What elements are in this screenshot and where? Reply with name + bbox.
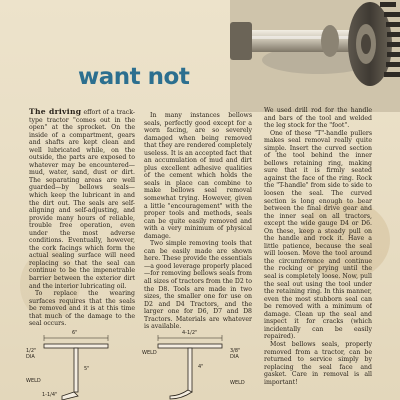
- text-column-3: [264, 107, 372, 397]
- paragraph: Two simple removing tools that can be easily made are shown here. These provide the essentials—a good leverage properly placed—for removing bellows seals from all sizes of tractors from the D2 to the D8. Tools are made in two sizes, the smaller one for use on D2 and D4 Tractors, and the larger one for D6, D7 and D8 Tractors. Materials are whatever is available.: [144, 240, 252, 331]
- paragraph-text: effort of a track-type tractor "comes out in the open" at the sprocket. On the inside of a compartment, gears and shafts are kept clean and well lubricated while, on the outside, the parts are exposed to whatever may be encountered—mud, water, sand, dust or dirt. The separating areas are well guarded—by bellows seals—which keep the lubricant in and the dirt out. The seals are self-aligning and self-adjusting, and provide many hours of reliable, trouble free operation, even under the most adverse conditions. Eventually, however, the cork facings which form the actual sealing surface will need replacing so that the seal can continue to be the impenetrable barrier between the exterior dirt and the interior lubricating oil.: [29, 109, 135, 290]
- tool-drawing: [22, 330, 262, 400]
- stock-label: 1/2" DIA: [26, 348, 37, 360]
- stock-label: 3/8" DIA: [230, 348, 241, 360]
- dimension-label: 4-1/2": [182, 330, 198, 336]
- text-column-1: [29, 108, 135, 354]
- dimension-label: 6": [72, 330, 78, 336]
- paragraph: Most bellows seals, properly removed from a tractor, can be returned to service simply by replacing the seal face and gasket. Care in removal is all important!: [264, 340, 372, 386]
- text-column-2: [144, 112, 252, 352]
- lead-in: The driving: [29, 108, 82, 116]
- paragraph: One of these "T"-handle pullers makes seal removal really quite simple. Insert the curved section of the tool behind the inner bellows retaining ring, making sure that it is firmly seated against the face of the ring. Rock the "T-handle" from side to side to loosen the seal. The curved section is long enough to bear between the final drive gear and the inner seal on all tractors, except the wide gauge D4 or D6. On these, keep a steady pull on the handle and rock it. Have a little patience, because the seal will loosen. Move the tool around the circumference and continue the rocking or prying until the seal is completely loose. Now, pull the seal out using the tool under the retaining ring. In this manner, even the most stubborn seal can be removed with a minimum of damage. Clean up the seal and inspect it for cracks (which incidentally can be easily repaired).: [264, 129, 372, 341]
- weld-label: WELD: [26, 378, 41, 384]
- paragraph: We used drill rod for the handle and bars of the tool and welded the leg stock for the "foot".: [264, 107, 372, 130]
- dimension-label: 1-1/4": [42, 392, 58, 398]
- dimension-label: 4": [198, 364, 204, 370]
- dimension-label: 5": [84, 366, 90, 372]
- gear-shaft-photo: [230, 0, 400, 112]
- article-title: want not: [78, 64, 190, 90]
- paragraph: To replace the wearing surfaces requires that the seals be removed and it is at this time that much of the damage to the seal occurs.: [29, 290, 135, 328]
- paragraph: [29, 108, 135, 290]
- paragraph: In many instances bellows seals, perfectly good except for a worn facing, are so severely damaged when being removed that they are rendered completely useless. It is an accepted fact that an accumulation of mud and dirt plus excellent adhesive qualities of the cement which holds the seals in place can combine to make bellows seal removal somewhat trying. However, given a little "encouragement" with the proper tools and methods, seals can be quite easily removed and with a very minimum of physical damage.: [144, 112, 252, 240]
- weld-label: WELD: [142, 350, 157, 356]
- tool-diagrams: [22, 330, 262, 400]
- weld-label: WELD: [230, 380, 245, 386]
